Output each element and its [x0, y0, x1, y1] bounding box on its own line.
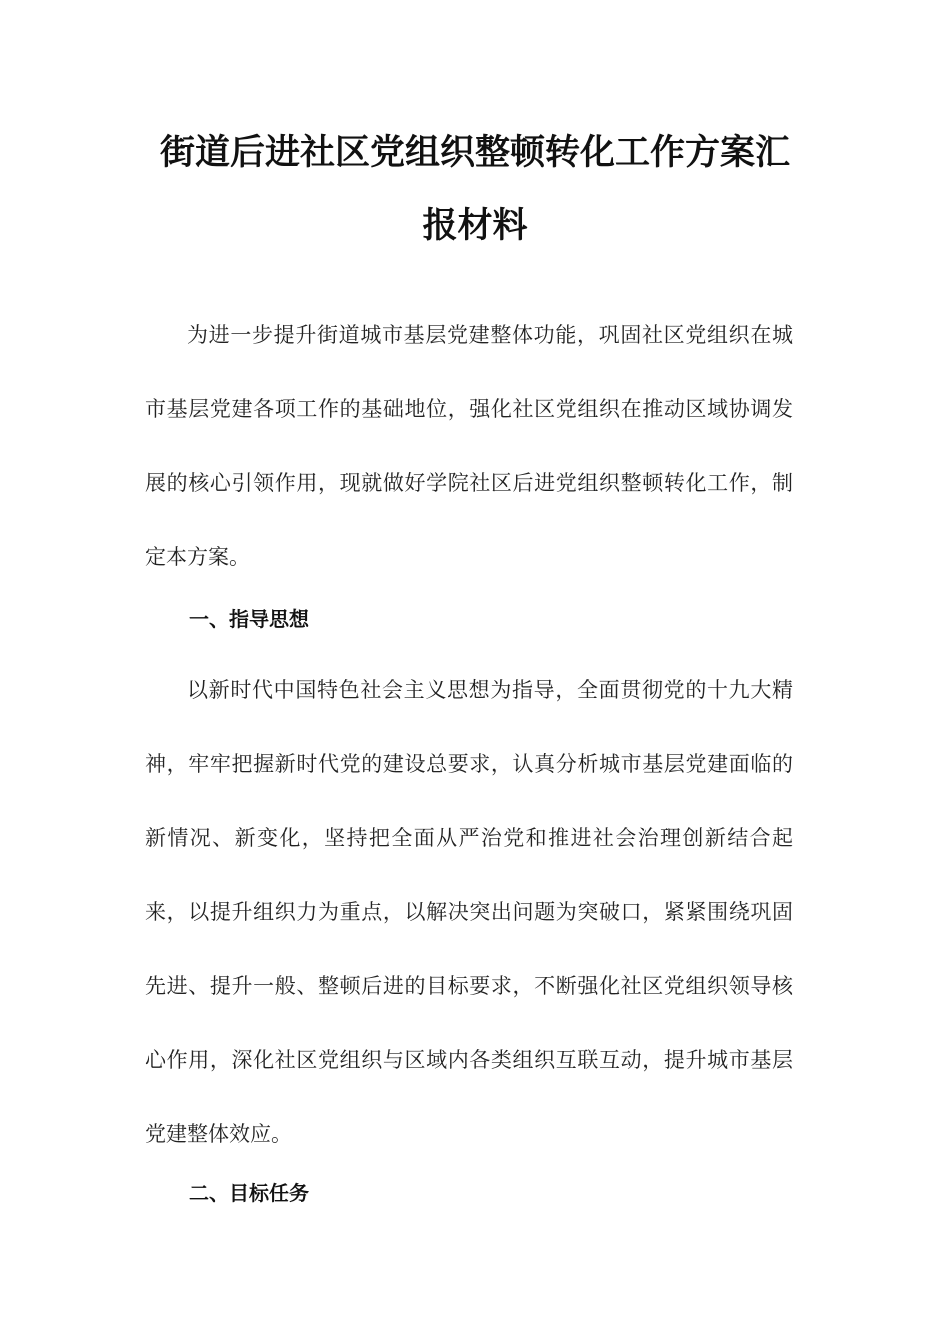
document-title-line-1: 街道后进社区党组织整顿转化工作方案汇	[159, 133, 790, 173]
section-heading-guiding-ideology: 一、指导思想	[189, 607, 309, 631]
section-heading-goals-tasks: 二、目标任务	[189, 1181, 309, 1205]
guiding-ideology-paragraph: 以新时代中国特色社会主义思想为指导，全面贯彻党的十九大精神，牢牢把握新时代党的建设总要求，认真分析城市基层党建面临的新情况、新变化，坚持把全面从严治党和推进社会治理创新结合起来，以提升组织力为重点，以解决突出问题为突破口，紧紧围绕巩固先进、提升一般、整顿后进的目标要求，不断强化社区党组织领导核心作用，深化社区党组织与区域内各类组织互联互动，提升城市基层党建整体效应。	[145, 678, 793, 1146]
intro-paragraph: 为进一步提升街道城市基层党建整体功能，巩固社区党组织在城市基层党建各项工作的基础地位，强化社区党组织在推动区域协调发展的核心引领作用，现就做好学院社区后进党组织整顿转化工作，制定本方案。	[145, 323, 793, 569]
document-title-line-2: 报材料	[422, 206, 528, 246]
